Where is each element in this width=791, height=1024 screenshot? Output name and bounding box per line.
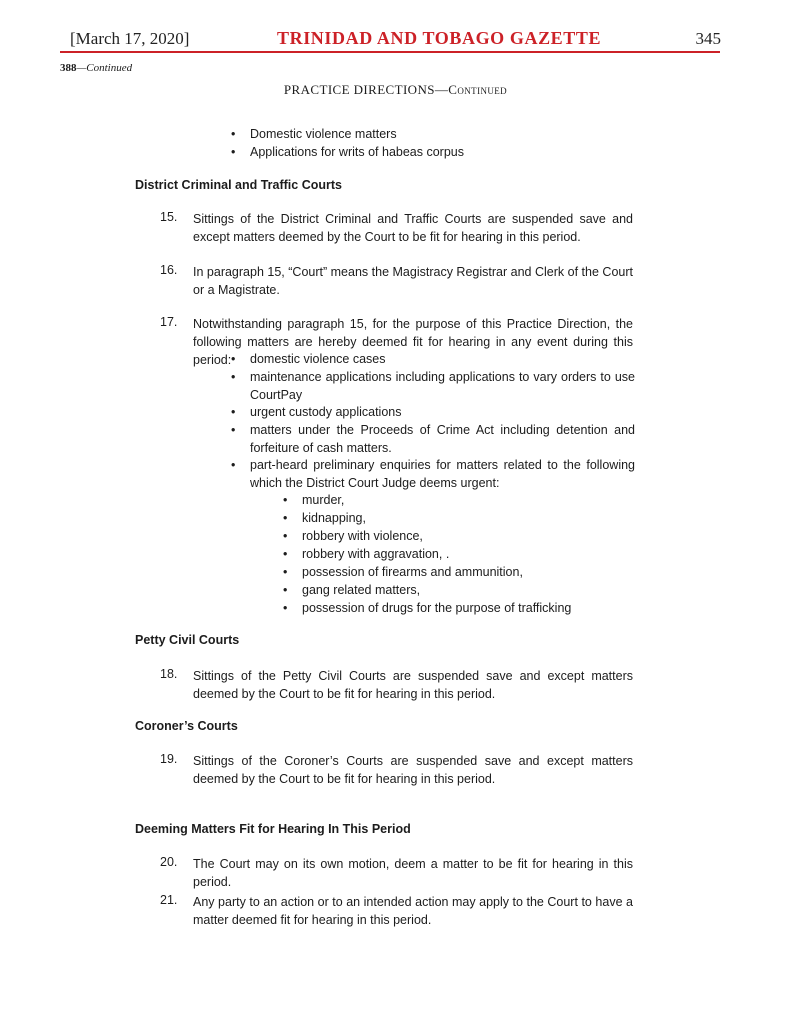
- list-item: • robbery with violence,: [302, 527, 632, 545]
- heading-petty-civil-courts: Petty Civil Courts: [135, 633, 240, 647]
- paragraph-19: Sittings of the Coroner’s Courts are suspended save and except matters deemed by the Court to be fit for hearing in this period.: [193, 754, 633, 786]
- paragraph-number: 19.: [160, 752, 178, 766]
- gazette-title: TRINIDAD AND TOBAGO GAZETTE: [277, 28, 602, 48]
- paragraph-21: Any party to an action or to an intended action may apply to the Court to have a matter deemed fit for hearing in this period.: [193, 895, 633, 927]
- list-item: • domestic violence cases: [250, 350, 635, 368]
- header-rule: [60, 51, 720, 53]
- section-title-main: PRACTICE DIRECTIONS—: [283, 82, 449, 97]
- list-item: • possession of drugs for the purpose of trafficking: [302, 599, 632, 617]
- list-item: • matters under the Proceeds of Crime Act including detention and forfeiture of cash matters.: [250, 421, 635, 457]
- section-title: [0, 82, 791, 98]
- list-item: • possession of firearms and ammunition,: [302, 563, 632, 581]
- gazette-date: [March 17, 2020]: [70, 29, 190, 48]
- paragraph-number: 16.: [160, 263, 178, 277]
- heading-district-courts: District Criminal and Traffic Courts: [135, 178, 342, 192]
- section-title-suffix: Continued: [448, 82, 508, 97]
- page-number: 345: [695, 29, 721, 48]
- list-item: • Domestic violence matters: [250, 125, 635, 143]
- paragraph-18: Sittings of the Petty Civil Courts are suspended save and except matters deemed by the Court to be fit for hearing in this period.: [193, 669, 633, 701]
- list-item: • gang related matters,: [302, 581, 632, 599]
- paragraph-number: 18.: [160, 667, 178, 681]
- list-item: • robbery with aggravation, .: [302, 545, 632, 563]
- paragraph-17: Notwithstanding paragraph 15, for the purpose of this Practice Direction, the following matters are hereby deemed fit for hearing in any event during this period:: [193, 317, 633, 367]
- continued-note: [60, 62, 132, 74]
- continued-number: 388: [60, 62, 77, 74]
- heading-deeming-matters: Deeming Matters Fit for Hearing In This Period: [135, 822, 411, 836]
- list-item: • urgent custody applications: [250, 403, 635, 421]
- paragraph-15: Sittings of the District Criminal and Traffic Courts are suspended save and except matters deemed by the Court to be fit for hearing in this period.: [193, 212, 633, 244]
- paragraph-number: 17.: [160, 315, 178, 329]
- continued-label: —Continued: [76, 62, 133, 74]
- list-item: • part-heard preliminary enquiries for matters related to the following which the District Court Judge deems urgent:: [250, 456, 635, 492]
- paragraph-20: The Court may on its own motion, deem a matter to be fit for hearing in this period.: [193, 857, 633, 889]
- paragraph-number: 21.: [160, 893, 178, 907]
- paragraph-16: In paragraph 15, “Court” means the Magistracy Registrar and Clerk of the Court or a Magistrate.: [193, 265, 633, 297]
- heading-coroners-courts: Coroner’s Courts: [135, 719, 238, 733]
- list-item: • kidnapping,: [302, 509, 632, 527]
- list-item: • murder,: [302, 491, 632, 509]
- list-item: • Applications for writs of habeas corpus: [250, 143, 635, 161]
- paragraph-number: 20.: [160, 855, 178, 869]
- list-item: • maintenance applications including applications to vary orders to use CourtPay: [250, 368, 635, 404]
- paragraph-number: 15.: [160, 210, 178, 224]
